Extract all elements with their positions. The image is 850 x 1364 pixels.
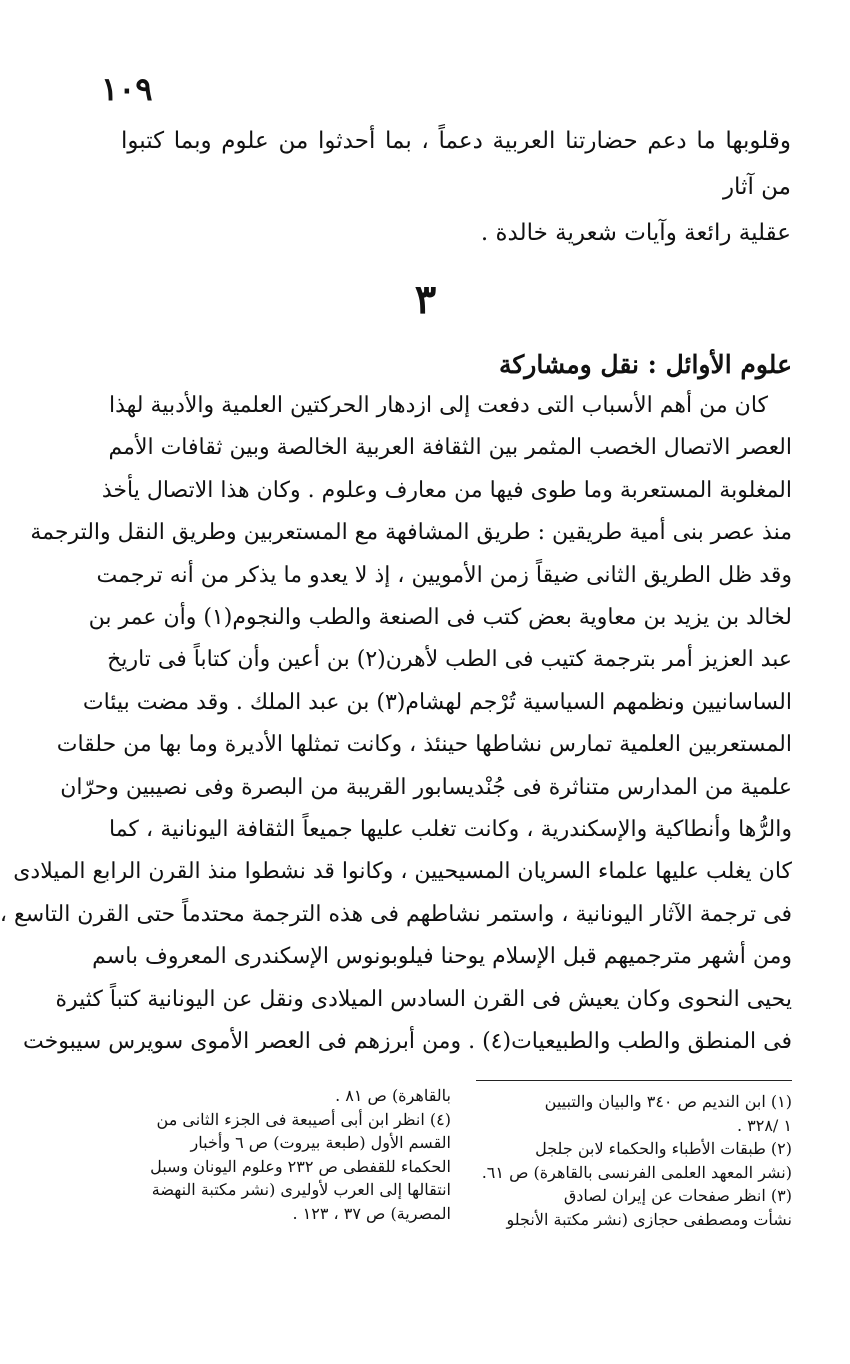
text-line: كان يغلب عليها علماء السريان المسيحيين ، وكانوا قد نشطوا منذ القرن الرابع الميلادى [13, 859, 792, 885]
footnote-line: ١ /٣٢٨ . [736, 1115, 792, 1135]
text-line: كان من أهم الأسباب التى دفعت إلى ازدهار الحركتين العلمية والأدبية لهذا [109, 393, 768, 418]
text-line: يحيى النحوى وكان يعيش فى القرن السادس الميلادى ونقل عن اليونانية كتباً كثيرة [55, 986, 792, 1012]
text-line: وقد ظل الطريق الثانى ضيقاً زمن الأمويين ، إذ لا يعدو ما يذكر من أنه ترجمت [96, 562, 792, 588]
text-line: فى المنطق والطب والطبيعيات(٤) . ومن أبرزهم فى العصر الأموى سويرس سيبوخت [23, 1029, 792, 1055]
body-paragraph [0, 385, 792, 1064]
text-line: ومن أشهر مترجميهم قبل الإسلام يوحنا فيلوبونوس الإسكندرى المعروف باسم [92, 944, 792, 970]
text-line: المستعربين العلمية تمارس نشاطها حينئذ ، وكانت تمثلها الأديرة وما بها من حلقات [56, 732, 792, 758]
intro-paragraph [121, 118, 791, 256]
footnote-line: (١) ابن النديم ص ٣٤٠ والبيان والتبيين [544, 1092, 792, 1111]
footnote-line: (نشر المعهد العلمى الفرنسى بالقاهرة) ص ٦١. [481, 1162, 792, 1182]
section-heading: علوم الأوائل : نقل ومشاركة [498, 350, 792, 379]
footnote-line: نشأت ومصطفى حجازى (نشر مكتبة الأنجلو [506, 1209, 792, 1229]
text-line: عبد العزيز أمر بترجمة كتيب فى الطب لأهرن(٢) بن أعين وأن كتاباً فى تاريخ [107, 647, 792, 673]
section-number: ٣ [414, 276, 437, 323]
footnote-line: (٤) انظر ابن أبى أصيبعة فى الجزء الثانى من [156, 1109, 451, 1129]
footnotes-left-column [150, 1084, 451, 1225]
page-number: ١٠٩ [101, 70, 153, 108]
footnote-line: الحكماء للقفطى ص ٢٣٢ وعلوم اليونان وسبل [150, 1156, 451, 1176]
footnote-divider [476, 1080, 792, 1081]
text-line: عقلية رائعة وآيات شعرية خالدة . [480, 220, 791, 246]
text-line: العصر الاتصال الخصب المثمر بين الثقافة العربية الخالصة وبين ثقافات الأمم [108, 435, 792, 461]
footnote-line: المصرية) ص ٣٧ ، ١٢٣ . [292, 1203, 451, 1223]
text-line: منذ عصر بنى أمية طريقين : طريق المشافهة مع المستعربين وطريق النقل والترجمة [30, 520, 792, 546]
footnotes-right-column [482, 1090, 792, 1231]
footnote-line: (٣) انظر صفحات عن إيران لصادق [563, 1186, 792, 1205]
footnote-line: (٢) طبقات الأطباء والحكماء لابن جلجل [535, 1139, 792, 1158]
text-line: والرُّها وأنطاكية والإسكندرية ، وكانت تغلب عليها جميعاً الثقافة اليونانية ، كما [109, 817, 792, 843]
text-line: فى ترجمة الآثار اليونانية ، واستمر نشاطهم فى هذه الترجمة محتدماً حتى القرن التاسع ، [0, 901, 792, 927]
text-line: علمية من المدارس متناثرة فى جُنْديسابور القريبة من البصرة وفى نصيبين وحرّان [60, 774, 792, 800]
text-line: وقلوبها ما دعم حضارتنا العربية دعماً ، بما أحدثوا من علوم وبما كتبوا من آثار [121, 128, 791, 200]
text-line: المغلوبة المستعربة وما طوى فيها من معارف وعلوم . وكان هذا الاتصال يأخذ [101, 477, 792, 503]
footnote-line: بالقاهرة) ص ٨١ . [335, 1086, 451, 1105]
text-line: لخالد بن يزيد بن معاوية بعض كتب فى الصنعة والطب والنجوم(١) وأن عمر بن [88, 605, 792, 631]
footnote-line: القسم الأول (طبعة بيروت) ص ٦ وأخبار [190, 1133, 451, 1152]
text-line: الساسانيين ونظمهم السياسية تُرْجم لهشام(٣) بن عبد الملك . وقد مضت بيئات [82, 689, 792, 715]
footnote-line: انتقالها إلى العرب لأوليرى (نشر مكتبة النهضة [151, 1180, 451, 1199]
